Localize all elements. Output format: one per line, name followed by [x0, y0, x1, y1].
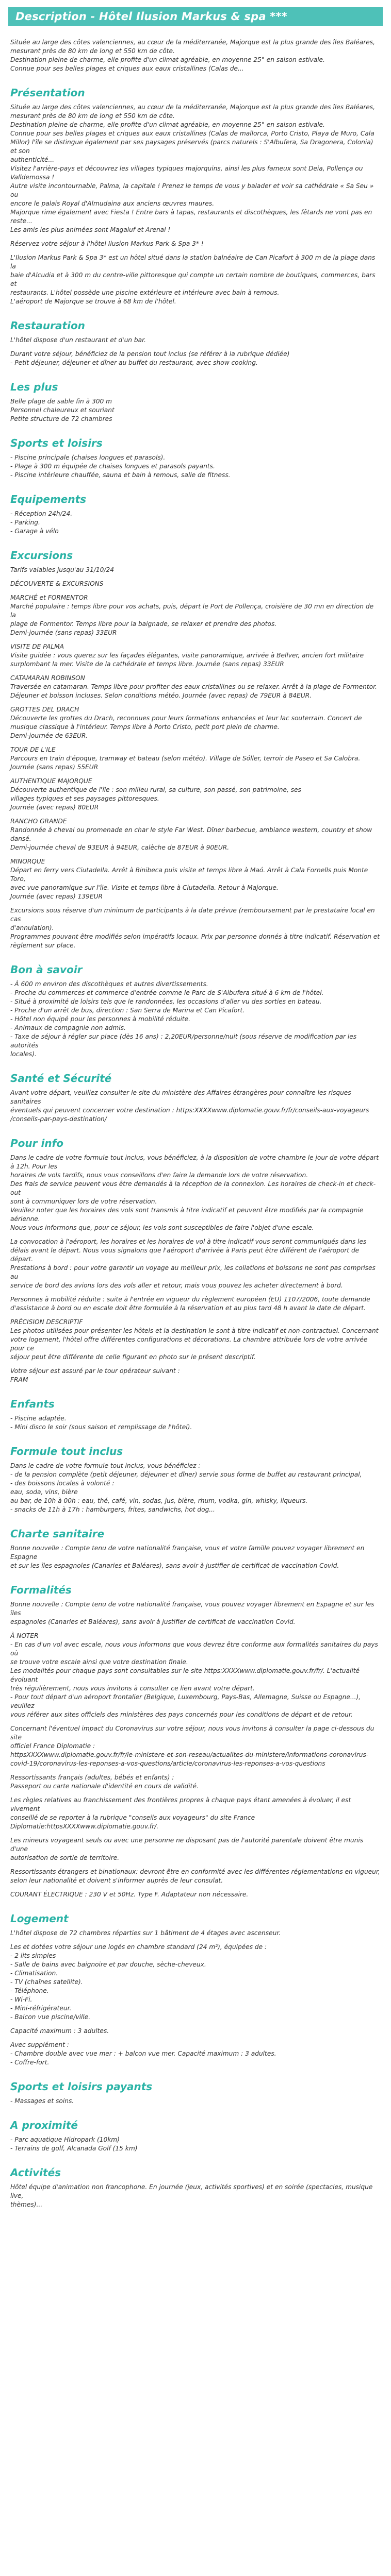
page: [0, 7, 391, 2576]
description-sections: [10, 38, 381, 2209]
section-paragraph: L'Ilusion Markus Park & Spa 3* est un hôtel situé dans la station balnéaire de Can Picafort à 300 m de la plage dans la baie d'Alcudia et à 300 m du centre-ville pittoresque qui compte un certain nombre de boutiques, commerces, bars et restaurants. L'hôtel possède une piscine extérieure et intérieure avec bain à remous. L'aéroport de Majorque se trouve à 68 km de l'hôtel.: [10, 254, 376, 305]
section-title: Excursions: [10, 549, 73, 562]
section-paragraph: Excursions sous réserve d'un minimum de participants à la date prévue (remboursement par le prestataire local en cas d'annulation). Programmes pouvant être modifiés selon impératifs locaux. Prix par personne donnés à titre indicatif. Réservation et règlement sur place.: [10, 907, 380, 949]
section-sports: [10, 437, 381, 480]
section-logement: [10, 1912, 381, 2067]
section-title: Bon à savoir: [10, 963, 83, 976]
section-pour-info: [10, 1137, 381, 1384]
section-paragraph: - Piscine principale (chaises longues et parasols). - Plage à 300 m équipée de chaises longues et parasols payants. - Piscine intérieure chauffée, sauna et bain à remous, salle de fitness.: [10, 454, 231, 479]
section-paragraph: Avec supplément : - Chambre double avec vue mer : + balcon vue mer. Capacité maximum : 3 adultes. - Coffre-fort.: [10, 2041, 276, 2066]
section-intro: [10, 38, 381, 73]
section-charte: [10, 1528, 381, 1570]
section-paragraph: TOUR DE L'ILE Parcours en train d'époque, tramway et bateau (selon météo). Village de Sóller, terroir de Paseo et Sa Calobra. Journée (sans repas) 55EUR: [10, 746, 361, 771]
section-restauration: [10, 319, 381, 367]
section-paragraph: - Réception 24h/24. - Parking. - Garage à vélo: [10, 510, 73, 535]
section-paragraph: - Parc aquatique Hidropark (10km) - Terrains de golf, Alcanada Golf (15 km): [10, 2136, 138, 2152]
page-title-banner: [8, 7, 383, 26]
section-paragraph: PRÉCISION DESCRIPTIF Les photos utilisées pour présenter les hôtels et la destination le sont à titre indicatif et non-contractuel. Concernant votre logement, l'hôtel offre différentes configurations et décorations. La chambre attribuée lors de votre arrivée pour ce séjour peut être différente de celle figurant en photo sur le présent descriptif.: [10, 1318, 379, 1361]
section-paragraph: - Massages et soins.: [10, 2097, 74, 2105]
section-paragraph: L'hôtel dispose de 72 chambres réparties sur 1 bâtiment de 4 étages avec ascenseur.: [10, 1929, 281, 1937]
section-paragraph: Les et dotées votre séjour une logés en chambre standard (24 m²), équipées de : - 2 lits simples - Salle de bains avec baignoire et par douche, sèche-cheveux. - Climatisation. - TV (chaînes satellite). - Téléphone. - Wi-Fi. - Mini-réfrigérateur. - Balcon vue piscine/ville.: [10, 1943, 267, 2021]
section-title: Formule tout inclus: [10, 1445, 123, 1458]
section-equipements: [10, 493, 381, 536]
section-title: A proximité: [10, 2119, 78, 2131]
section-title: Logement: [10, 1912, 69, 1925]
section-paragraph: Avant votre départ, veuillez consulter le site du ministère des Affaires étrangères pour connaître les risques sanitaires éventuels qui peuvent concerner votre destination : https:XXXXwww.diplomatie.gouv.fr/fr/conseils-aux-voyageurs /conseils-par-pays-destination/: [10, 1089, 369, 1123]
section-paragraph: Les règles relatives au franchissement des frontières propres à chaque pays étant amenées à évoluer, il est vivement conseillé de se reporter à la rubrique "conseils aux voyageurs" du site France Diplomatie:httpsXXXXwww.diplomatie.gouv.fr/.: [10, 1797, 351, 1830]
section-title: Equipements: [10, 493, 87, 505]
section-title: Sports et loisirs payants: [10, 2080, 153, 2093]
section-proximite: [10, 2119, 381, 2153]
section-sports-payants: [10, 2080, 381, 2106]
section-title: Pour info: [10, 1137, 63, 1149]
section-paragraph: Tarifs valables jusqu'au 31/10/24: [10, 566, 114, 573]
section-title: Formalités: [10, 1584, 72, 1596]
section-paragraph: Concernant l'éventuel impact du Coronavirus sur votre séjour, nous vous invitons à consulter la page ci-dessous du site officiel France Diplomatie : httpsXXXXwww.diplomatie.gouv.fr/fr/le-ministere-et-son-reseau/actualites-du-ministere/informations-coronavirus- covid-19/coronavirus-les-reponses-a-vos-questions/article/coronavirus-les-reponses-a-vos-questions: [10, 1725, 374, 1767]
section-enfants: [10, 1398, 381, 1432]
section-paragraph: Ressortissants étrangers et binationaux: devront être en conformité avec les différentes réglementations en vigueur, selon leur nationalité et doivent s'informer auprès de leur consulat.: [10, 1868, 380, 1884]
section-paragraph: Réservez votre séjour à l'hôtel Ilusion Markus Park & Spa 3* !: [10, 240, 204, 247]
section-paragraph: RANCHO GRANDE Randonnée à cheval ou promenade en char le style Far West. Dîner barbecue, ambiance western, country et show dansé. Demi-journée cheval de 93EUR à 94EUR, calèche de 87EUR à 90EUR.: [10, 818, 372, 851]
section-title: Les plus: [10, 381, 58, 393]
section-title: Activités: [10, 2166, 61, 2179]
section-paragraph: Bonne nouvelle : Compte tenu de votre nationalité française, vous pouvez voyager librement en Espagne et sur les îles espagnoles (Canaries et Baléares), sans avoir à justifier de certificat de vaccination Covid.: [10, 1601, 374, 1625]
section-paragraph: MINORQUE Départ en ferry vers Ciutadella. Arrêt à Binibeca puis visite et temps libre à Maó. Arrêt à Cala Fornells puis Monte Toro, avec vue panoramique sur l'île. Visite et temps libre à Ciutadella. Retour à Majorque. Journée (avec repas) 139EUR: [10, 858, 368, 900]
section-formule: [10, 1445, 381, 1514]
section-paragraph: COURANT ÉLECTRIQUE : 230 V et 50Hz. Type F. Adaptateur non nécessaire.: [10, 1891, 249, 1898]
section-paragraph: VISITE DE PALMA Visite guidée : vous querez sur les façades élégantes, visite panoramique, arrivée à Bellver, ancien fort militaire surplombant la mer. Visite de la cathédrale et temps libre. Journée (sans repas) 33EUR: [10, 643, 364, 668]
section-paragraph: MARCHÉ et FORMENTOR Marché populaire : temps libre pour vos achats, puis, départ le Port de Pollença, croisière de 30 mn en direction de la plage de Formentor. Temps libre pour la baignade, se relaxer et prendre des photos. Demi-journée (sans repas) 33EUR: [10, 594, 374, 636]
section-paragraph: Capacité maximum : 3 adultes.: [10, 2027, 109, 2035]
section-sante: [10, 1072, 381, 1124]
section-paragraph: Votre séjour est assuré par le tour opérateur suivant : FRAM: [10, 1367, 180, 1383]
section-activites: [10, 2166, 381, 2209]
section-title: Enfants: [10, 1398, 55, 1410]
section-bon-savoir: [10, 963, 381, 1059]
section-paragraph: Les mineurs voyageant seuls ou avec une personne ne disposant pas de l'autorité parentale doivent être munis d'une autorisation de sortie de territoire.: [10, 1837, 364, 1861]
section-paragraph: À NOTER - En cas d'un vol avec escale, nous vous informons que vous devrez être conforme aux formalités sanitaires du pays où se trouve votre escale ainsi que votre destination finale. Les modalités pour chaque pays sont consultables sur le site https:XXXXwww.diplomatie.gouv.fr/fr/. L'actualité évoluant très régulièrement, nous vous invitons à consulter ce lien avant votre départ. - Pour tout départ d'un aéroport frontalier (Belgique, Luxembourg, Pays-Bas, Allemagne, Suisse ou Espagne...), veuillez vous référer aux sites officiels des ministères des pays concernés pour les conditions de départ et de retour.: [10, 1632, 378, 1718]
section-excursions: [10, 549, 381, 950]
section-paragraph: - À 600 m environ des discothèques et autres divertissements. - Proche du commerces et commerce d'entrée comme le Parc de S'Albufera situé à 6 km de l'hôtel. - Situé à proximité de loisirs tels que le randonnées, les occasions d'aller vu des sorties en bateau. - Proche d'un arrêt de bus, direction : San Serra de Marina et Can Picafort. - Hôtel non équipé pour les personnes à mobilité réduite. - Animaux de compagnie non admis. - Taxe de séjour à régler sur place (dès 16 ans) : 2,20EUR/personne/nuit (sous réserve de modification par les autorités locales).: [10, 980, 357, 1058]
section-paragraph: Personnes à mobilité réduite : suite à l'entrée en vigueur du règlement européen (EU) 1107/2006, toute demande d'assistance à bord ou en escale doit être formulée à la réservation et au plus tard 48 h avant la date de départ.: [10, 1296, 370, 1312]
section-presentation: [10, 87, 381, 306]
section-paragraph: L'hôtel dispose d'un restaurant et d'un bar.: [10, 336, 146, 344]
section-paragraph: GROTTES DEL DRACH Découverte les grottes du Drach, reconnues pour leurs formations enhancées et leur lac souterrain. Concert de musique classique à l'intérieur. Temps libre à Porto Cristo, petit port plein de charme. Demi-journée de 63EUR.: [10, 706, 362, 739]
section-title: Présentation: [10, 87, 85, 99]
section-title: Sports et loisirs: [10, 437, 103, 449]
section-paragraph: AUTHENTIQUE MAJORQUE Découverte authentique de l'île : son milieu rural, sa culture, son passé, son patrimoine, ses villages typiques et ses paysages pittoresques. Journée (avec repas) 80EUR: [10, 777, 301, 811]
section-paragraph: Belle plage de sable fin à 300 m Personnel chaleureux et souriant Petite structure de 72 chambres: [10, 398, 115, 422]
section-title: Restauration: [10, 319, 85, 332]
section-paragraph: DÉCOUVERTE & EXCURSIONS: [10, 580, 104, 587]
section-paragraph: Dans le cadre de votre formule tout inclus, vous bénéficiez : - de la pension complète (petit déjeuner, déjeuner et dîner) servie sous forme de buffet au restaurant principal, - des boissons locales à volonté : eau, soda, vins, bière au bar, de 10h à 00h : eau, thé, café, vin, sodas, jus, bière, rhum, vodka, gin, whisky, liqueurs. - snacks de 11h à 17h : hamburgers, frites, sandwichs, hot dog...: [10, 1462, 362, 1513]
section-formalites: [10, 1584, 381, 1899]
section-loisirs: [10, 381, 381, 423]
section-paragraph: La convocation à l'aéroport, les horaires et les horaires de vol à titre indicatif vous seront communiqués dans les délais avant le départ. Nous vous signalons que l'aéroport d'arrivée à Paris peut être différent de l'aéroport de départ. Prestations à bord : pour votre garantir un voyage au meilleur prix, les collations et boissons ne sont pas comprises au service de bord des avions lors des vols aller et retour, mais vous pouvez les acheter directement à bord.: [10, 1238, 376, 1289]
section-paragraph: Bonne nouvelle : Compte tenu de votre nationalité française, vous et votre famille pouvez voyager librement en Espagne et sur les îles espagnoles (Canaries et Baléares), sans avoir à justifier de certificat de vaccination Covid.: [10, 1545, 365, 1569]
section-title: Charte sanitaire: [10, 1528, 105, 1540]
section-paragraph: Hôtel équipe d'animation non francophone. En journée (jeux, activités sportives) et en soirée (spectacles, musique live, thèmes)...: [10, 2183, 373, 2208]
section-paragraph: Dans le cadre de votre formule tout inclus, vous bénéficiez, à la disposition de votre chambre le jour de votre départ à 12h. Pour les horaires de vols tardifs, nous vous conseillons d'en faire la demande lors de votre réservation. Des frais de service peuvent vous être demandés à la réception de la connexion. Les horaires de check-in et check-out sont à communiquer lors de votre réservation. Veuillez noter que les horaires des vols sont transmis à titre indicatif et peuvent être modifiés par la compagnie aérienne. Nous vous informons que, pour ce séjour, les vols sont susceptibles de faire l'objet d'une escale.: [10, 1154, 379, 1231]
section-paragraph: - Piscine adaptée. - Mini disco le soir (sous saison et remplissage de l'hôtel).: [10, 1415, 192, 1431]
section-title: Santé et Sécurité: [10, 1072, 112, 1084]
section-paragraph: Située au large des côtes valenciennes, au cœur de la méditerranée, Majorque est la plus grande des îles Baléares, mesurant près de 80 km de long et 550 km de côte. Destination pleine de charme, elle profite d'un climat agréable, en moyenne 25° en saison estivale. Connue pour ses belles plages et criques aux eaux cristallines (Calas de...: [10, 39, 375, 72]
section-paragraph: Durant votre séjour, bénéficiez de la pension tout inclus (se référer à la rubrique dédiée) - Petit déjeuner, déjeuner et dîner au buffet du restaurant, avec show cooking.: [10, 350, 290, 366]
section-paragraph: CATAMARAN ROBINSON Traversée en catamaran. Temps libre pour profiter des eaux cristallines ou se relaxer. Arrêt à la plage de Formentor. Déjeuner et boisson incluses. Selon conditions météo. Journée (avec repas) de 79EUR à 84EUR.: [10, 674, 377, 699]
page-title: Description - Hôtel Ilusion Markus & spa ***: [15, 10, 287, 23]
section-paragraph: Située au large des côtes valenciennes, au cœur de la méditerranée, Majorque est la plus grande des îles Baléares, mesurant près de 80 km de long et 550 km de côte. Destination pleine de charme, elle profite d'un climat agréable, en moyenne 25° en saison estivale. Connue pour ses belles plages et criques aux eaux cristallines (Calas de mallorca, Porto Cristo, Playa de Muro, Cala Millor) l'île se distingue également par ses paysages préservés (parcs naturels : S'Albufera, Sa Dragonera, Colonia) et son authenticité... Visitez l'arrière-pays et découvrez les villages typiques majorquins, ainsi les plus fameux sont Deia, Pollença ou Valldemossa ! Autre visite incontournable, Palma, la capitale ! Prenez le temps de vous y balader et voir sa cathédrale « Sa Seu » ou encore le palais Royal d'Almudaina aux anciens œuvres maures. Majorque rime également avec Fiesta ! Entre bars à tapas, restaurants et discothèques, les fêtards ne vont pas en reste... Les amis les plus animées sont Magaluf et Arenal !: [10, 104, 375, 233]
section-paragraph: Ressortissants français (adultes, bébés et enfants) : Passeport ou carte nationale d'identité en cours de validité.: [10, 1774, 199, 1790]
